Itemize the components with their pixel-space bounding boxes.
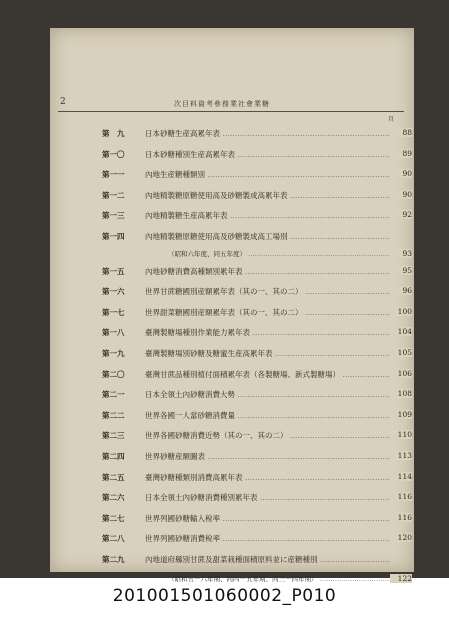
toc-section-number: 第二四 [102,451,125,461]
toc-entry [50,323,414,344]
page-number: 2 [60,97,66,107]
toc-section-number: 第二九 [102,554,125,564]
document-page [50,28,414,584]
header-rule [58,111,404,112]
toc-section-number: 第一九 [102,348,125,358]
toc-entry [50,145,414,166]
toc-page-number: 104 [390,327,412,336]
toc-entry [50,303,414,324]
toc-title: 世界列國砂糖消費稅率 …………………………………………………………………………………………………………………………………… [145,533,390,544]
toc-page-number: 105 [390,348,412,357]
toc-page-number: 88 [390,128,412,137]
toc-section-number: 第一一 [102,170,125,180]
toc-title: 臺灣砂糖種類別消費高累年表 …………………………………………………………………………………………………………………………………… [145,472,390,483]
toc-title: 臺灣製糖場種別作業能力累年表 …………………………………………………………………………………………………………………………………… [145,327,390,338]
page-column-label: 頁 [388,116,395,123]
toc-title: （昭和六年度、同五年度） …………………………………………………………………………………………………………………………………… [168,249,390,258]
image-caption: 201001501060002_P010 [112,586,337,606]
toc-title: 臺灣甘蔗品種別植付面積累年表（各製糖場、新式製糖場） …………………………………………………………………………………………………………………………………… [145,369,390,380]
toc-title: 日本全領土內砂糖消費種別累年表 …………………………………………………………………………………………………………………………………… [145,492,390,503]
toc-page-number: 113 [390,451,412,460]
toc-section-number: 第一七 [102,307,125,317]
toc-title: 世界列國砂糖輸入稅率 …………………………………………………………………………………………………………………………………… [145,513,390,524]
toc-section-number: 第 九 [102,129,125,138]
toc-entry [50,344,414,365]
toc-page-number: 122 [390,574,412,583]
toc-entry [50,206,414,227]
toc-entry [50,488,414,509]
toc-entry [50,550,414,571]
toc-entry [50,426,414,447]
toc-entry [50,165,414,186]
toc-entry [50,509,414,530]
toc-title: 內地精製糖生産高累年表 …………………………………………………………………………………………………………………………………… [145,210,390,221]
toc-page-number: 100 [390,307,412,316]
table-of-contents [50,124,414,590]
toc-title: 內地精製糖原糖使用高及砂糖製成高工場別 …………………………………………………………………………………………………………………………………… [145,231,390,242]
toc-title: 臺灣製糖場別砂糖及糖蜜生産高累年表 …………………………………………………………………………………………………………………………………… [145,348,390,359]
toc-page-number: 116 [390,513,412,522]
toc-section-number: 第一〇 [102,149,125,159]
toc-page-number: 90 [390,190,412,199]
toc-page-number: 106 [390,369,412,378]
toc-section-number: 第一三 [102,211,125,221]
toc-entry [50,468,414,489]
toc-entry [50,124,414,145]
toc-page-number: 93 [390,249,412,258]
toc-title: 內地精製糖原糖使用高及砂糖製成高累年表 …………………………………………………………………………………………………………………………………… [145,190,390,201]
toc-entry [50,385,414,406]
toc-page-number: 116 [390,492,412,501]
toc-page-number: 95 [390,266,412,275]
toc-title: 日本砂糖種別生産高累年表 …………………………………………………………………………………………………………………………………… [145,149,390,160]
running-head: 次目料資考參務業社會業糖 [174,100,270,108]
toc-title: 內地砂糖消費高種類別累年表 …………………………………………………………………………………………………………………………………… [145,266,390,277]
toc-title: 內地生産糖種類別 …………………………………………………………………………………………………………………………………… [145,169,390,180]
toc-title: 世界甘蔗糖國別産額累年表（其の一、其の二） …………………………………………………………………………………………………………………………………… [145,286,390,297]
toc-section-number: 第二六 [102,493,125,503]
toc-page-number: 96 [390,286,412,295]
toc-page-number: 120 [390,533,412,542]
toc-entry [50,262,414,283]
toc-page-number: 90 [390,169,412,178]
toc-page-number: 92 [390,210,412,219]
toc-title: （昭和五－六年期、同四－五年期、同三－四年期） …………………………………………………………………………………………………………………………………… [168,574,390,583]
toc-entry [50,406,414,427]
toc-title: 世界砂糖産額圖表 …………………………………………………………………………………………………………………………………… [145,451,390,462]
toc-page-number: 110 [390,430,412,439]
toc-section-number: 第二七 [102,513,125,523]
toc-entry [50,529,414,550]
toc-page-number: 109 [390,410,412,419]
toc-section-number: 第二一 [102,390,125,400]
toc-page-number: 89 [390,149,412,158]
toc-section-number: 第二二 [102,410,125,420]
toc-title: 世界各國砂糖消費近勢（其の一、其の二） …………………………………………………………………………………………………………………………………… [145,430,390,441]
toc-entry [50,282,414,303]
toc-section-number: 第二五 [102,472,125,482]
toc-section-number: 第一六 [102,287,125,297]
toc-page-number: 114 [390,472,412,481]
toc-page-number: 108 [390,389,412,398]
toc-entry [50,227,414,248]
toc-entry [50,447,414,468]
toc-section-number: 第一四 [102,231,125,241]
toc-section-number: 第二〇 [102,369,125,379]
toc-title: 日本全領土內砂糖消費大勢 …………………………………………………………………………………………………………………………………… [145,389,390,400]
toc-section-number: 第一八 [102,328,125,338]
toc-section-number: 第一二 [102,190,125,200]
toc-section-number: 第二八 [102,534,125,544]
toc-entry [50,186,414,207]
toc-entry [50,248,414,262]
toc-title: 世界各國一人當砂糖消費量 …………………………………………………………………………………………………………………………………… [145,410,390,421]
toc-section-number: 第一五 [102,266,125,276]
toc-section-number: 第二三 [102,431,125,441]
toc-title: 內地道府縣別甘蔗及甜菜栽種面積原料並に産糖種別 …………………………………………………………………………………………………………………………………… [145,554,390,565]
toc-title: 世界甜菜糖國別産額累年表（其の一、其の二） …………………………………………………………………………………………………………………………………… [145,307,390,318]
toc-entry [50,365,414,386]
toc-title: 日本砂糖生産高累年表 …………………………………………………………………………………………………………………………………… [145,128,390,139]
